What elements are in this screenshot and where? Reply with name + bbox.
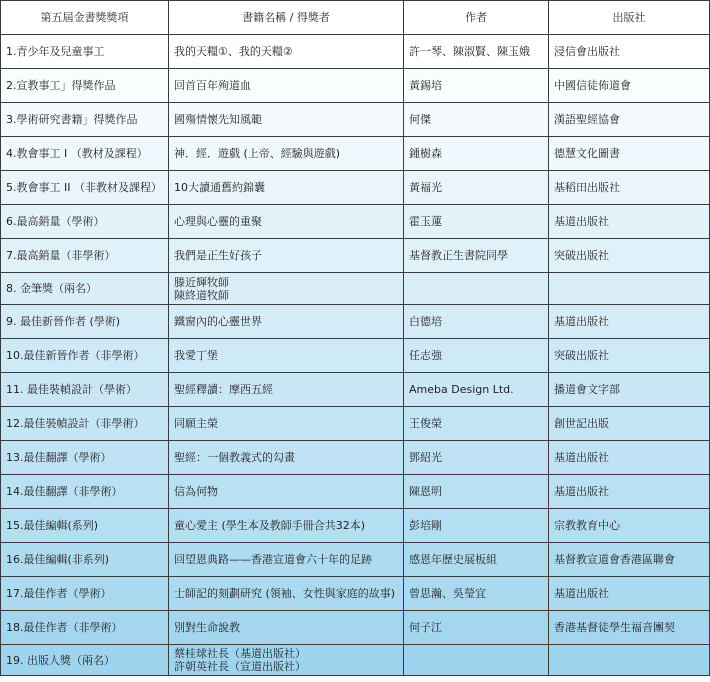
cell-award: 19. 出版人獎（兩名）	[1, 645, 169, 676]
cell-author: 鍾樹森	[404, 137, 549, 171]
cell-author	[404, 273, 549, 305]
cell-author: 任志強	[404, 339, 549, 373]
cell-title	[169, 509, 404, 543]
table-row	[1, 171, 710, 205]
cell-title-line: 聖經：一個教義式的勾畫	[174, 451, 295, 464]
cell-publisher: 基道出版社	[549, 441, 710, 475]
cell-title	[169, 35, 404, 69]
cell-title	[169, 407, 404, 441]
cell-title-line: 陳終道牧師	[174, 288, 229, 302]
cell-title-line: 士師記的刻劃研究 (領袖、女性與家庭的故事)	[174, 587, 396, 600]
header-publisher: 出版社	[549, 1, 710, 35]
cell-title	[169, 645, 404, 676]
cell-title	[169, 373, 404, 407]
table-row	[1, 69, 710, 103]
cell-award: 2.宣教事工」得獎作品	[1, 69, 169, 103]
cell-title-line: 回首百年殉道血	[174, 79, 251, 92]
cell-award: 10.最佳新晉作者（非學術）	[1, 339, 169, 373]
cell-title-line: 滕近輝牧師	[174, 275, 229, 289]
cell-title-line: 我的天糧①、我的天糧②	[174, 45, 293, 58]
header-title: 書籍名稱 / 得獎者	[169, 1, 404, 35]
cell-author: 彭培剛	[404, 509, 549, 543]
cell-title-line: 童心愛主 (學生本及教師手冊合共32本)	[174, 519, 366, 532]
cell-award: 3.學術研究書籍」得獎作品	[1, 103, 169, 137]
cell-publisher	[549, 645, 710, 676]
table-row	[1, 35, 710, 69]
cell-award: 14.最佳翻譯（非學術）	[1, 475, 169, 509]
cell-publisher: 中國信徒佈道會	[549, 69, 710, 103]
cell-author: 黃錫培	[404, 69, 549, 103]
cell-award: 1.青少年及兒童事工	[1, 35, 169, 69]
table-row	[1, 339, 710, 373]
cell-award: 16.最佳編輯(非系列)	[1, 543, 169, 577]
cell-title	[169, 137, 404, 171]
cell-publisher	[549, 273, 710, 305]
cell-award: 17.最佳作者（學術）	[1, 577, 169, 611]
cell-publisher: 宗教教育中心	[549, 509, 710, 543]
cell-title	[169, 305, 404, 339]
cell-publisher: 基稻田出版社	[549, 171, 710, 205]
cell-author: 王俊榮	[404, 407, 549, 441]
cell-title	[169, 543, 404, 577]
cell-title-line: 10大讀通舊約錦囊	[174, 181, 265, 194]
cell-publisher: 基道出版社	[549, 475, 710, 509]
table-header-row	[1, 1, 710, 35]
cell-title-line: 鐵窗內的心靈世界	[174, 315, 262, 328]
cell-award: 8. 金筆獎（兩名）	[1, 273, 169, 305]
cell-title-line: 神．經．遊戲 (上帝、經驗與遊戲)	[174, 147, 341, 160]
table-row	[1, 305, 710, 339]
cell-title	[169, 239, 404, 273]
cell-title-line: 許朝英社長（宣道出版社）	[174, 660, 306, 673]
cell-title	[169, 577, 404, 611]
cell-title-line: 同願主榮	[174, 417, 218, 430]
cell-title-line: 國殤情懷先知風範	[174, 113, 262, 126]
cell-author: Ameba Design Ltd.	[404, 373, 549, 407]
cell-award: 9. 最佳新晉作者 (學術)	[1, 305, 169, 339]
cell-author: 基督教正生書院同學	[404, 239, 549, 273]
cell-publisher: 基道出版社	[549, 205, 710, 239]
table-row	[1, 407, 710, 441]
cell-title	[169, 171, 404, 205]
cell-publisher: 漢語聖經協會	[549, 103, 710, 137]
cell-publisher: 基督教宣道會香港區聯會	[549, 543, 710, 577]
header-author: 作者	[404, 1, 549, 35]
cell-author: 白德培	[404, 305, 549, 339]
table-row	[1, 475, 710, 509]
cell-author: 何傑	[404, 103, 549, 137]
cell-publisher: 突破出版社	[549, 239, 710, 273]
cell-award: 15.最佳編輯(系列)	[1, 509, 169, 543]
cell-publisher: 浸信會出版社	[549, 35, 710, 69]
table-row	[1, 137, 710, 171]
cell-title	[169, 205, 404, 239]
cell-title	[169, 611, 404, 645]
table-row	[1, 373, 710, 407]
cell-author: 曾思瀚、吳瑩宜	[404, 577, 549, 611]
cell-publisher: 突破出版社	[549, 339, 710, 373]
cell-award: 12.最佳裝幀設計（非學術）	[1, 407, 169, 441]
table-row	[1, 645, 710, 676]
cell-title-line: 蔡桂球社長（基道出版社）	[174, 647, 306, 660]
cell-title-line: 我們是正生好孩子	[174, 249, 262, 262]
table-row	[1, 441, 710, 475]
table-row	[1, 103, 710, 137]
table-row	[1, 577, 710, 611]
cell-author: 何子江	[404, 611, 549, 645]
cell-publisher: 播道會文字部	[549, 373, 710, 407]
cell-publisher: 基道出版社	[549, 577, 710, 611]
cell-publisher: 創世記出版	[549, 407, 710, 441]
cell-title-line: 我愛丁堡	[174, 349, 218, 362]
cell-award: 11. 最佳裝幀設計（學術）	[1, 373, 169, 407]
table-row	[1, 273, 710, 305]
cell-author: 霍玉蓮	[404, 205, 549, 239]
cell-title-line: 信為何物	[174, 485, 218, 498]
cell-author: 感恩年歷史展板組	[404, 543, 549, 577]
table-row	[1, 543, 710, 577]
cell-award: 18.最佳作者（非學術）	[1, 611, 169, 645]
cell-title-line: 聖經釋讀：摩西五經	[174, 383, 273, 396]
cell-title-line: 別對生命說教	[174, 621, 240, 634]
cell-award: 7.最高銷量（非學術）	[1, 239, 169, 273]
header-award: 第五屆金書獎獎項	[1, 1, 169, 35]
cell-award: 4.教會事工 I （教材及課程）	[1, 137, 169, 171]
cell-author: 鄧紹光	[404, 441, 549, 475]
table-body	[1, 35, 710, 676]
table-row	[1, 611, 710, 645]
cell-award: 5.教會事工 II （非教材及課程）	[1, 171, 169, 205]
table-row	[1, 205, 710, 239]
cell-title	[169, 273, 404, 305]
cell-award: 13.最佳翻譯（學術）	[1, 441, 169, 475]
cell-title	[169, 103, 404, 137]
cell-author: 陳恩明	[404, 475, 549, 509]
cell-author: 黃福光	[404, 171, 549, 205]
cell-title	[169, 475, 404, 509]
cell-publisher: 香港基督徒學生福音團契	[549, 611, 710, 645]
cell-publisher: 德慧文化圖書	[549, 137, 710, 171]
cell-author: 許一琴、陳淑賢、陳玉娥	[404, 35, 549, 69]
cell-publisher: 基道出版社	[549, 305, 710, 339]
table-row	[1, 509, 710, 543]
cell-title-line: 心理與心靈的重聚	[174, 215, 262, 228]
cell-award: 6.最高銷量（學術）	[1, 205, 169, 239]
cell-title-line: 回望恩典路——香港宣道會六十年的足跡	[174, 553, 372, 566]
cell-title	[169, 339, 404, 373]
cell-title	[169, 69, 404, 103]
table-row	[1, 239, 710, 273]
cell-author	[404, 645, 549, 676]
cell-title	[169, 441, 404, 475]
